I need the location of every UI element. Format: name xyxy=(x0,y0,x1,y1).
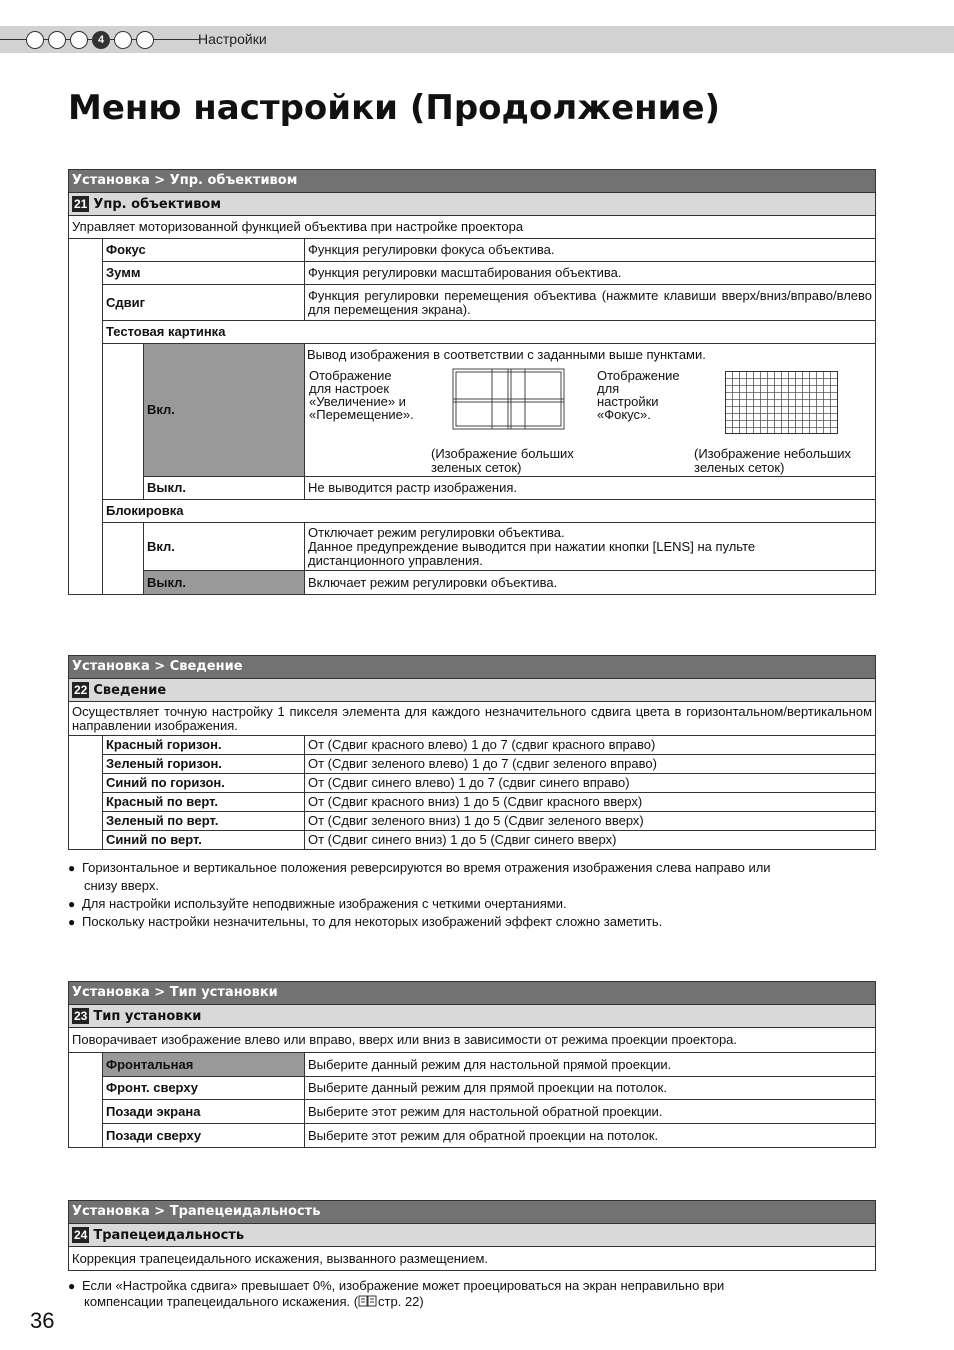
item-description: Осуществляет точную настройку 1 пикселя элемента для каждого незначительного сдвига цвета в горизонтальном/вертикальном направлении изображения. xyxy=(69,702,876,736)
item-description: Управляет моторизованной функцией объектива при настройке проектора xyxy=(69,216,876,239)
item-description: Поворачивает изображение влево или вправо, вверх или вниз в зависимости от режима проекции проектора. xyxy=(69,1028,876,1053)
option-description: От (Сдвиг красного вниз) 1 до 5 (Сдвиг красного вверх) xyxy=(305,793,876,812)
option-label: Фокус xyxy=(103,239,305,262)
chapter-dot xyxy=(114,31,132,49)
item-name: Упр. объективом xyxy=(93,197,221,212)
indent-cell xyxy=(69,736,103,850)
note-text: Если «Настройка сдвига» превышает 0%, изображение может проецироваться на экран неправильно ври xyxy=(82,1278,725,1293)
lens-control-table xyxy=(68,169,876,595)
option-label: Тестовая картинка xyxy=(103,321,876,344)
item-title xyxy=(69,1224,876,1247)
keystone-notes xyxy=(68,1278,888,1310)
option-label: Блокировка xyxy=(103,500,876,523)
chapter-dot xyxy=(70,31,88,49)
option-description: Вывод изображения в соответствии с заданными выше пунктами. xyxy=(307,347,706,362)
convergence-table xyxy=(68,655,876,850)
description-line: Отключает режим регулировки объектива. xyxy=(308,524,565,540)
pattern-caption: «Перемещение». xyxy=(309,407,414,422)
large-grid-image xyxy=(452,368,565,430)
option-description xyxy=(305,523,876,571)
note-text: Для настройки используйте неподвижные изображения с четкими очертаниями. xyxy=(82,896,567,911)
chapter-dot xyxy=(26,31,44,49)
option-description: Выберите данный режим для настольной прямой проекции. xyxy=(305,1053,876,1077)
option-description: От (Сдвиг красного влево) 1 до 7 (сдвиг красного вправо) xyxy=(305,736,876,755)
item-title xyxy=(69,1005,876,1028)
book-icon xyxy=(358,1295,378,1307)
pattern-caption: «Фокус». xyxy=(597,407,651,422)
item-number: 24 xyxy=(74,1228,88,1242)
pattern-caption: зеленых сеток) xyxy=(431,460,522,475)
pattern-caption: Отображение xyxy=(309,368,392,383)
item-number: 21 xyxy=(74,197,88,211)
indent-cell xyxy=(103,523,144,595)
section-header: Установка > Сведение xyxy=(69,656,876,679)
item-name: Тип установки xyxy=(93,1009,202,1024)
option-description: Функция регулировки перемещения объектива (нажмите клавиши вверх/вниз/вправо/влево для перемещения экрана). xyxy=(305,285,876,321)
chapter-indicator xyxy=(26,31,154,49)
option-label: Фронт. сверху xyxy=(103,1077,305,1100)
chapter-dot xyxy=(136,31,154,49)
note-text: Поскольку настройки незначительны, то для некоторых изображений эффект сложно заметить. xyxy=(82,914,663,929)
note-item xyxy=(68,859,888,877)
note-item xyxy=(68,913,888,931)
note-text-part: компенсации трапецеидального искажения. ( xyxy=(84,1294,359,1309)
pattern-caption: зеленых сеток) xyxy=(694,460,785,475)
bullet-icon: ● xyxy=(68,861,76,875)
indent-cell xyxy=(103,344,144,500)
pattern-caption: настройки xyxy=(597,394,659,409)
option-description: Выберите данный режим для прямой проекции на потолок. xyxy=(305,1077,876,1100)
option-description: От (Сдвиг синего вниз) 1 до 5 (Сдвиг синего вверх) xyxy=(305,831,876,850)
option-description: От (Сдвиг синего влево) 1 до 7 (сдвиг синего вправо) xyxy=(305,774,876,793)
pattern-caption: Отображение xyxy=(597,368,680,383)
option-description: Выберите этот режим для обратной проекции на потолок. xyxy=(305,1124,876,1148)
note-item xyxy=(68,1278,888,1294)
item-title xyxy=(69,193,876,216)
option-label: Красный по верт. xyxy=(103,793,305,812)
indent-cell xyxy=(69,239,103,595)
note-item xyxy=(68,895,888,913)
option-label: Красный горизон. xyxy=(103,736,305,755)
option-label: Позади сверху xyxy=(103,1124,305,1148)
pattern-caption: (Изображение небольших xyxy=(694,446,852,461)
note-text: Горизонтальное и вертикальное положения реверсируются во время отражения изображения слева направо или xyxy=(82,860,771,875)
bullet-icon: ● xyxy=(68,915,76,929)
option-label: Зеленый по верт. xyxy=(103,812,305,831)
option-description: Не выводится растр изображения. xyxy=(305,477,876,500)
option-description: Функция регулировки масштабирования объектива. xyxy=(305,262,876,285)
section-header: Установка > Тип установки xyxy=(69,982,876,1005)
item-number: 22 xyxy=(74,683,88,697)
pattern-caption: (Изображение больших xyxy=(431,446,574,461)
bullet-icon: ● xyxy=(68,1279,76,1293)
section-name: Настройки xyxy=(198,31,267,47)
option-description: Функция регулировки фокуса объектива. xyxy=(305,239,876,262)
section-header: Установка > Трапецеидальность xyxy=(69,1201,876,1224)
option-label: Зумм xyxy=(103,262,305,285)
option-label: Зеленый горизон. xyxy=(103,755,305,774)
page-number: 36 xyxy=(30,1308,55,1333)
option-label: Синий по верт. xyxy=(103,831,305,850)
installation-table xyxy=(68,981,876,1148)
item-title xyxy=(69,679,876,702)
convergence-notes xyxy=(68,859,888,931)
option-label: Вкл. xyxy=(144,523,305,571)
pattern-caption: для xyxy=(597,381,620,396)
pattern-caption: для настроек xyxy=(309,381,390,396)
option-label: Сдвиг xyxy=(103,285,305,321)
keystone-table xyxy=(68,1200,876,1271)
item-name: Трапецеидальность xyxy=(93,1228,245,1243)
option-label: Вкл. xyxy=(144,344,305,477)
item-number: 23 xyxy=(74,1009,88,1023)
option-description: Включает режим регулировки объектива. xyxy=(305,571,876,595)
item-name: Сведение xyxy=(93,683,167,698)
description-line: Данное предупреждение выводится при нажатии кнопки [LENS] на пульте xyxy=(308,538,756,554)
item-description: Коррекция трапецеидального искажения, вызванного размещением. xyxy=(69,1247,876,1271)
chapter-dot-active: 4 xyxy=(92,31,110,49)
bullet-icon: ● xyxy=(68,897,76,911)
description-line: дистанционного управления. xyxy=(308,552,483,568)
section-header: Установка > Упр. объективом xyxy=(69,170,876,193)
option-label: Позади экрана xyxy=(103,1100,305,1124)
option-label: Выкл. xyxy=(144,477,305,500)
indent-cell xyxy=(69,1053,103,1148)
option-description: От (Сдвиг зеленого влево) 1 до 7 (сдвиг зеленого вправо) xyxy=(305,755,876,774)
option-label: Фронтальная xyxy=(103,1053,305,1077)
option-label: Синий по горизон. xyxy=(103,774,305,793)
option-description: От (Сдвиг зеленого вниз) 1 до 5 (Сдвиг зеленого вверх) xyxy=(305,812,876,831)
small-grid-image xyxy=(725,371,838,434)
note-text-part: стр. 22) xyxy=(378,1294,424,1309)
chapter-dot xyxy=(48,31,66,49)
option-label: Выкл. xyxy=(144,571,305,595)
note-text: снизу вверх. xyxy=(84,878,159,893)
note-text xyxy=(68,1294,888,1310)
page-title: Меню настройки (Продолжение) xyxy=(68,88,721,128)
option-description: Выберите этот режим для настольной обратной проекции. xyxy=(305,1100,876,1124)
test-pattern-cell xyxy=(305,344,876,477)
pattern-caption: «Увеличение» и xyxy=(309,394,406,409)
